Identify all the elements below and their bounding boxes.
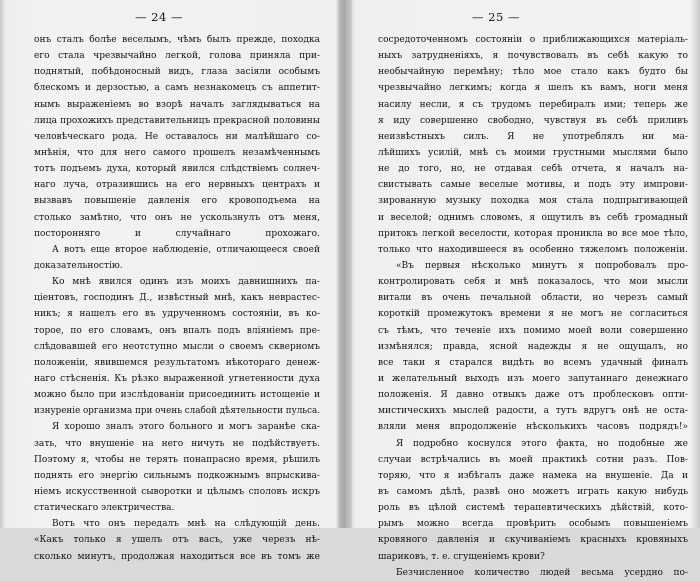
text-line: съ тѣмъ, что теченіе ихъ помимо моей воли совершенно bbox=[378, 325, 688, 336]
text-line: столько замѣтно, что онъ не ускользнулъ отъ меня, bbox=[34, 212, 320, 223]
text-line: Я хорошо зналъ этого больного и могъ заранѣе ска- bbox=[52, 422, 320, 433]
text-line: сосредоточенномъ состояніи о приближающихся матеріаль- bbox=[378, 35, 688, 45]
text-line: рымъ можно всегда провѣрить особымъ повышеніемъ bbox=[378, 519, 688, 530]
text-line: мнѣнія, что для него самого прошелъ незамѣченнымъ bbox=[34, 147, 320, 158]
text-line: наго луча, отразившись на его нервныхъ центрахъ и bbox=[34, 180, 320, 191]
text-line: притокъ легкой веселости, которая проникла во все мое тѣло, bbox=[378, 228, 688, 239]
text-line: короткій промежутокъ времени я не могъ не согласиться bbox=[378, 309, 688, 320]
page-number-25: — 25 — bbox=[472, 10, 520, 24]
text-line: торое, по его словамъ, онъ впалъ подъ вліяніемъ пре- bbox=[34, 325, 320, 336]
text-line: необычайную перемѣну; тѣло мое стало какъ будто бы bbox=[378, 67, 688, 78]
text-line: его стала чрезвычайно легкой, голова приняла при- bbox=[34, 51, 320, 62]
text-line: насилу несли, я съ трудомъ перебиралъ ими; теперь же bbox=[378, 99, 688, 110]
text-line: мистическихъ мыслей радости, а тутъ вдругъ онѣ не оста- bbox=[378, 406, 688, 417]
text-line: неизвѣстныхъ силъ. Я не употреблялъ ни ма- bbox=[378, 131, 688, 142]
text-line: Ко мнѣ явился одинъ изъ моихъ давнишнихъ па- bbox=[52, 277, 320, 288]
text-line: все таки я старался видѣть во всемъ удачный финалъ bbox=[378, 357, 688, 368]
text-line: положеніи, явившемся результатомъ нѣкотораго денеж- bbox=[34, 357, 320, 368]
text-line: и веселой; однимъ словомъ, я ощутилъ въ себѣ громадный bbox=[378, 212, 688, 223]
text-line: контролировать себя и мнѣ показалось, что мои мысли bbox=[378, 277, 688, 288]
text-line: измѣнялся; правда, ясной надежды я не ощущалъ, но bbox=[378, 341, 688, 352]
text-line: блескомъ и дерзостью, а самъ незнакомецъ съ аппетит- bbox=[34, 83, 320, 94]
text-line: торяю, что я избѣгалъ даже намека на внушеніе. Да и bbox=[378, 470, 688, 481]
left-page bbox=[0, 0, 340, 562]
text-line: статическаго электричества. bbox=[34, 503, 175, 514]
text-line: онъ сталъ болѣе веселымъ, чѣмъ былъ прежде, походка bbox=[34, 35, 320, 45]
text-line: ніемъ искусственной сыворотки и цѣлымъ споловъ искръ bbox=[34, 486, 320, 497]
text-line: Я подробно коснулся этого факта, но подобные же bbox=[396, 438, 688, 449]
text-line: слѣдовавшей его неотступно мысли о своемъ скверномъ bbox=[34, 341, 321, 352]
text-line: поднять его энергію сильнымъ подкожнымъ впрыскива- bbox=[34, 470, 320, 481]
left-page-text bbox=[34, 32, 320, 565]
text-line: можно было при изслѣдованіи присоединить истощеніе и bbox=[34, 390, 320, 401]
text-line: Поэтому я, чтобы не терять понапрасно время, рѣшилъ bbox=[34, 454, 320, 465]
text-line: зированную музыку походка моя стала подпрыгивающей bbox=[378, 196, 688, 207]
right-page bbox=[350, 0, 700, 578]
text-line: чрезвычайно легкимъ; когда я шелъ къ вамъ, ноги меня bbox=[378, 83, 688, 94]
text-line: «Какъ только я ушелъ отъ васъ, уже черезъ нѣ- bbox=[34, 535, 320, 546]
text-line: свистывать самые веселые мотивы, и подъ эту импрови- bbox=[378, 180, 688, 191]
text-line: посторонняго и случайнаго прохожаго. bbox=[34, 228, 320, 239]
text-line: никъ; я нашелъ его въ удрученномъ состояніи, въ ко- bbox=[34, 309, 321, 320]
text-line: вызвавъ повышеніе давленія его кровоподъема на bbox=[34, 196, 320, 207]
text-line: А вотъ еще второе наблюденіе, отличающееся своей bbox=[52, 244, 320, 255]
text-line: изнуреніе организма при очень слабой дѣятельности пульса. bbox=[34, 406, 321, 417]
text-line: вляли меня впродолженіе нѣсколькихъ часовъ подрядъ!» bbox=[378, 422, 688, 433]
text-line: положенія. Я давно отвыкъ даже отъ проблесковъ опти- bbox=[378, 390, 688, 401]
text-line: «Въ первыя нѣсколько минутъ я попробовалъ про- bbox=[396, 260, 688, 271]
text-line: роль въ цѣлой системѣ терапевтическихъ дѣйствій, кото- bbox=[378, 503, 688, 514]
text-line: зать, что внушеніе на него ничуть не подѣйствуетъ. bbox=[34, 438, 320, 449]
text-line: не до того, но, не отдавая себѣ отчета, я началъ на- bbox=[378, 164, 688, 175]
text-line: доказательностію. bbox=[34, 260, 123, 271]
text-line: только что находившееся въ особенно тяжеломъ положеніи. bbox=[378, 244, 688, 255]
text-line: тотъ подъемъ духа, который явился слѣдствіемъ солнеч- bbox=[34, 164, 320, 175]
text-line: Вотъ что онъ передалъ мнѣ на слѣдующій день. bbox=[52, 519, 320, 530]
text-line: кровяного давленія и скучиваніемъ красныхъ кровяныхъ bbox=[378, 535, 688, 546]
text-line: лѣйшихъ усилій, мнѣ съ моими грустными мыслями было bbox=[378, 147, 688, 158]
text-line: лица прохожихъ представительницъ прекрасной половины bbox=[34, 115, 320, 126]
text-line: поднятый, побѣдоносный видъ, глаза засіяли особымъ bbox=[34, 67, 320, 78]
text-line: случаи встрѣчались въ моей практикѣ сотни разъ. Пов- bbox=[378, 454, 688, 465]
text-line: Безчисленное количество людей весьма усердно по- bbox=[396, 567, 688, 578]
text-line: шариковъ, т. е. сгущеніемъ крови? bbox=[378, 551, 545, 562]
text-line: ціентовъ, господинъ Д., извѣстный мнѣ, какъ неврастеc- bbox=[34, 293, 320, 304]
text-line: ныхъ затрудненіяхъ, я почувствовалъ въ себѣ какую то bbox=[378, 51, 688, 62]
text-line: витали въ очень печальной области, но черезъ самый bbox=[378, 293, 688, 304]
text-line: и желательный выходъ изъ моего запутаннаго денежнаго bbox=[378, 373, 688, 384]
text-line: нымъ выраженіемъ во взорѣ началъ заглядываться на bbox=[34, 99, 320, 110]
right-page-text bbox=[378, 32, 688, 581]
text-line: въ самомъ дѣлѣ, развѣ оно можетъ играть какую нибудь bbox=[378, 486, 688, 497]
page-number-24: — 24 — bbox=[135, 10, 183, 24]
text-line: наго стѣсненія. Къ рѣзко выраженной угнетенности духа bbox=[34, 373, 320, 384]
text-line: я иду совершенно свободно, чувствуя въ себѣ приливъ bbox=[378, 115, 688, 126]
text-line: человѣческаго рода. Не оставалось ни малѣйшаго со- bbox=[34, 131, 320, 142]
text-line: сколько минутъ, продолжая находиться все въ томъ же bbox=[34, 551, 320, 562]
